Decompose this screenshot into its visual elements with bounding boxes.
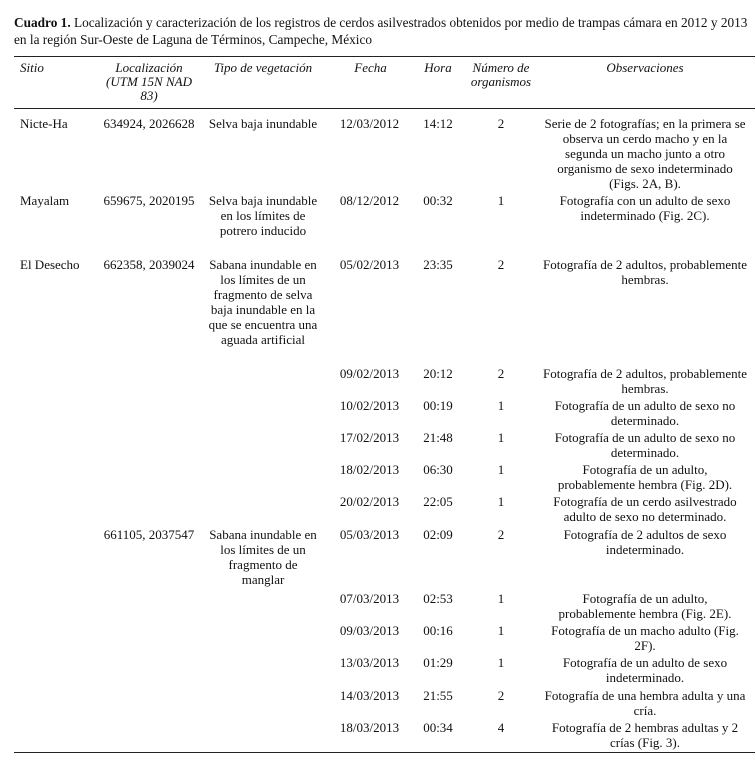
- cell-fecha: 18/02/2013: [339, 462, 400, 477]
- cell-organismos: 1: [497, 623, 505, 638]
- cell-vegetacion: Sabana inundable en los límites de un fragmento de selva baja inundable en la que se encuentra una aguada artificial: [208, 257, 318, 347]
- table-caption: [14, 14, 754, 48]
- header-sitio: Sitio: [20, 60, 44, 75]
- header-vegetacion: Tipo de vegetación: [213, 60, 313, 75]
- cell-organismos: 1: [497, 591, 505, 606]
- cell-organismos: 1: [497, 193, 505, 208]
- cell-hora: 06:30: [423, 462, 453, 477]
- cell-hora: 14:12: [423, 116, 453, 131]
- cell-observaciones: Fotografía de una hembra adulta y una cría.: [544, 688, 746, 718]
- cell-observaciones: Fotografía de un adulto de sexo indeterminado.: [562, 655, 728, 685]
- cell-observaciones: Fotografía de un adulto de sexo no determinado.: [554, 398, 736, 428]
- cell-observaciones: Serie de 2 fotografías; en la primera se observa un cerdo macho y en la segunda un macho junto a otro organismo de sexo indeterminado (Figs. 2A, B).: [544, 116, 746, 191]
- cell-observaciones: Fotografía de un adulto de sexo no determinado.: [554, 430, 736, 460]
- cell-organismos: 2: [497, 366, 505, 381]
- header-fecha: Fecha: [354, 60, 387, 75]
- cell-fecha: 09/03/2013: [339, 623, 400, 638]
- cell-hora: 01:29: [423, 655, 453, 670]
- cell-observaciones: Fotografía de un adulto, probablemente hembra (Fig. 2D).: [557, 462, 733, 492]
- cell-observaciones: Fotografía de 2 adultos, probablemente hembras.: [543, 257, 747, 287]
- cell-sitio: Mayalam: [20, 193, 70, 208]
- cell-localizacion: 634924, 2026628: [103, 116, 195, 131]
- cell-observaciones: Fotografía de 2 adultos de sexo indeterminado.: [563, 527, 727, 557]
- cell-sitio: El Desecho: [20, 257, 80, 272]
- cell-fecha: 08/12/2012: [339, 193, 400, 208]
- header-observaciones: Observaciones: [606, 60, 684, 75]
- cell-vegetacion: Sabana inundable en los límites de un fragmento de manglar: [209, 527, 317, 587]
- cell-fecha: 12/03/2012: [339, 116, 400, 131]
- cell-observaciones: Fotografía de un cerdo asilvestrado adulto de sexo no determinado.: [553, 494, 737, 524]
- cell-organismos: 2: [497, 116, 505, 131]
- cell-fecha: 14/03/2013: [339, 688, 400, 703]
- cell-hora: 00:19: [423, 398, 453, 413]
- cell-hora: 00:32: [423, 193, 453, 208]
- cell-sitio: Nicte-Ha: [20, 116, 68, 131]
- cell-fecha: 07/03/2013: [339, 591, 400, 606]
- cell-fecha: 20/02/2013: [339, 494, 400, 509]
- cell-hora: 02:53: [423, 591, 453, 606]
- cell-fecha: 09/02/2013: [339, 366, 400, 381]
- header-organismos: Número de organismos: [470, 60, 532, 89]
- cell-fecha: 13/03/2013: [339, 655, 400, 670]
- cell-hora: 00:34: [423, 720, 453, 735]
- cell-fecha: 17/02/2013: [339, 430, 400, 445]
- cell-localizacion: 661105, 2037547: [103, 527, 195, 542]
- cell-hora: 21:55: [423, 688, 453, 703]
- cell-organismos: 1: [497, 655, 505, 670]
- cell-organismos: 2: [497, 688, 505, 703]
- cell-observaciones: Fotografía de 2 hembras adultas y 2 crías (Fig. 3).: [551, 720, 739, 750]
- header-rule: [14, 108, 755, 109]
- cell-organismos: 1: [497, 462, 505, 477]
- bottom-rule: [14, 752, 755, 753]
- cell-fecha: 05/03/2013: [339, 527, 400, 542]
- cell-hora: 23:35: [423, 257, 453, 272]
- cell-fecha: 10/02/2013: [339, 398, 400, 413]
- cell-hora: 02:09: [423, 527, 453, 542]
- cell-hora: 21:48: [423, 430, 453, 445]
- cell-observaciones: Fotografía de un macho adulto (Fig. 2F).: [551, 623, 739, 653]
- cell-localizacion: 659675, 2020195: [103, 193, 195, 208]
- cell-vegetacion: Selva baja inundable: [208, 116, 318, 131]
- top-rule: [14, 56, 755, 57]
- cell-organismos: 1: [497, 494, 505, 509]
- cell-fecha: 05/02/2013: [339, 257, 400, 272]
- cell-hora: 22:05: [423, 494, 453, 509]
- header-localizacion: Localización (UTM 15N NAD 83): [106, 60, 192, 103]
- cell-observaciones: Fotografía de un adulto, probablemente hembra (Fig. 2E).: [558, 591, 732, 621]
- cell-organismos: 2: [497, 257, 505, 272]
- cell-fecha: 18/03/2013: [339, 720, 400, 735]
- cell-localizacion: 662358, 2039024: [103, 257, 195, 272]
- cell-organismos: 2: [497, 527, 505, 542]
- cell-organismos: 1: [497, 398, 505, 413]
- caption-text: Localización y caracterización de los registros de cerdos asilvestrados obtenidos por medio de trampas cámara en 2012 y 2013 en la región Sur-Oeste de Laguna de Términos, Campeche, México: [14, 15, 748, 47]
- caption-label: Cuadro 1.: [14, 15, 71, 30]
- cell-hora: 00:16: [423, 623, 453, 638]
- cell-organismos: 4: [497, 720, 505, 735]
- header-hora: Hora: [424, 60, 452, 75]
- cell-vegetacion: Selva baja inundable en los límites de potrero inducido: [208, 193, 318, 238]
- cell-hora: 20:12: [423, 366, 453, 381]
- cell-observaciones: Fotografía de 2 adultos, probablemente hembras.: [543, 366, 747, 396]
- cell-observaciones: Fotografía con un adulto de sexo indeterminado (Fig. 2C).: [559, 193, 731, 223]
- cell-organismos: 1: [497, 430, 505, 445]
